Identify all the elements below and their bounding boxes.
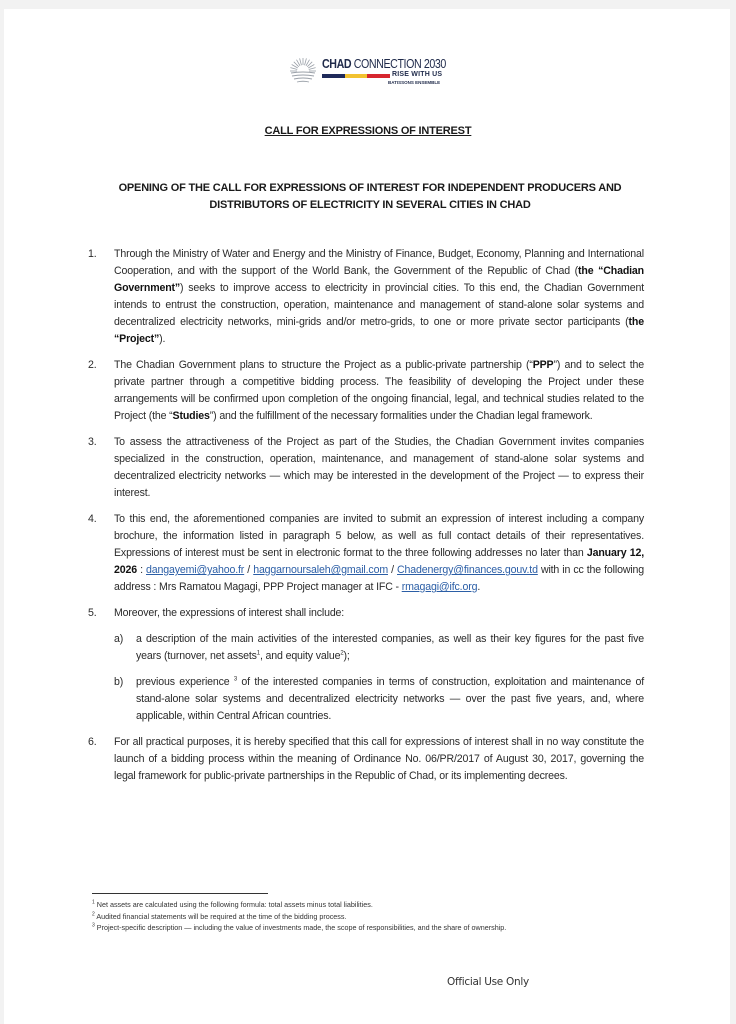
- defined-term: Studies: [172, 410, 210, 422]
- text: The Chadian Government plans to structure the Project as a public-private partnership (“: [114, 359, 533, 371]
- text: Moreover, the expressions of interest shall include:: [114, 607, 345, 619]
- footnote-divider: [92, 893, 268, 894]
- footnotes: [92, 899, 632, 934]
- footnote-3: [92, 922, 632, 934]
- text: To assess the attractiveness of the Project as part of the Studies, the Chadian Government invites companies specialized in the construction, operation, maintenance, and management of stand-alone solar systems and decentralized electricity networks — which may be interested in the development of the Project — to express their interest.: [114, 436, 644, 499]
- email-link-haggarnoursaleh[interactable]: haggarnoursaleh@gmail.com: [253, 564, 388, 576]
- email-link-chadenergy[interactable]: Chadenergy@finances.gouv.td: [397, 564, 538, 576]
- classification-label: Official Use Only: [447, 976, 529, 988]
- footnote-mark: 3: [92, 922, 95, 929]
- text: ).: [159, 333, 166, 345]
- text: :: [136, 564, 146, 576]
- subitem-label: b): [114, 676, 124, 688]
- footnote-ref-3[interactable]: 3: [233, 676, 238, 683]
- text: Through the Ministry of Water and Energy and the Ministry of Finance, Budget, Economy, Planning and International Cooperation, and with the support of the World Bank, the Government of the Republic of Chad (: [114, 248, 644, 277]
- text: with in cc the following address : Mrs Ramatou Magagi, PPP Project manager at IFC -: [114, 564, 645, 593]
- paragraph-number: 1.: [88, 248, 97, 260]
- flag-yellow: [345, 74, 368, 78]
- paragraph-6: [88, 734, 644, 785]
- text: ”) and the fulfillment of the necessary formalities under the Chadian legal framework.: [209, 410, 593, 422]
- footnote-ref-2[interactable]: 2: [340, 650, 344, 657]
- paragraph-number: 2.: [88, 359, 97, 371]
- footnote-mark: 2: [92, 911, 95, 918]
- footnote-text: Audited financial statements will be required at the time of the bidding process.: [94, 911, 347, 921]
- footnote-1: [92, 899, 632, 911]
- text: previous experience: [136, 676, 234, 688]
- flag-stripe: [322, 74, 390, 78]
- paragraph-number: 4.: [88, 513, 97, 525]
- paragraph-number: 5.: [88, 607, 97, 619]
- chad-connection-logo: [288, 54, 458, 90]
- email-link-rmagagi[interactable]: rmagagi@ifc.org: [401, 581, 478, 593]
- text: For all practical purposes, it is hereby specified that this call for expressions of interest shall in no way constitute the launch of a bidding process within the meaning of Ordinance No. 06/PR/2017 of August 30, 2017, governing the legal framework for public-private partnerships in the Republic of Chad, or its implementing decrees.: [114, 736, 644, 782]
- document-body: [88, 246, 644, 794]
- separator: /: [388, 564, 398, 576]
- footnote-text: Net assets are calculated using the following formula: total assets minus total liabilities.: [94, 900, 373, 909]
- paragraph-4: [88, 511, 644, 596]
- paragraph-1: [88, 246, 644, 348]
- text: );: [343, 650, 350, 662]
- footnote-2: [92, 911, 632, 923]
- call-title: CALL FOR EXPRESSIONS OF INTEREST: [264, 125, 472, 137]
- email-link-dangayemi[interactable]: dangayemi@yahoo.fr: [146, 564, 245, 576]
- subitem-a: [114, 631, 644, 665]
- flag-red: [367, 74, 390, 78]
- defined-term: the “Project”: [114, 316, 644, 345]
- main-title: OPENING OF THE CALL FOR EXPRESSIONS OF INTEREST FOR INDEPENDENT PRODUCERS AND DISTRIBUTORS OF ELECTRICITY IN SEVERAL CITIES IN CHAD: [118, 182, 622, 211]
- paragraph-5: [88, 605, 644, 725]
- sun-icon: [288, 56, 318, 86]
- defined-term: the “Chadian Government”: [114, 265, 644, 294]
- paragraph-number: 3.: [88, 436, 97, 448]
- text: .: [477, 581, 481, 593]
- subitem-label: a): [114, 633, 124, 645]
- footnote-ref-1[interactable]: 1: [256, 650, 260, 657]
- brand-name: CHAD CONNECTION 2030: [322, 56, 446, 71]
- text: , and equity value: [259, 650, 341, 662]
- footnote-text: Project-specific description — including the value of investments made, the scope of responsibilities, and the share of ownership.: [94, 923, 507, 932]
- text: ) seeks to improve access to electricity in provincial cities. To this end, the Chadian Government intends to entrust the construction, operation, maintenance and management of stand-alone solar systems and decentralized electricity networks, mini-grids and/or metro-grids, to one or more private sector participants (: [114, 282, 644, 328]
- text: To this end, the aforementioned companies are invited to submit an expression of interest including a company brochure, the information listed in paragraph 5 below, as well as full contact details of their representatives. Expressions of interest must be sent in electronic format to the three following addresses no later than: [114, 513, 644, 559]
- subtagline: BATISSONS ENSEMBLE: [388, 80, 441, 85]
- defined-term: PPP: [532, 359, 554, 371]
- footnote-mark: 1: [92, 899, 95, 906]
- paragraph-2: [88, 357, 644, 425]
- tagline: RISE WITH US: [392, 71, 443, 78]
- flag-blue: [322, 74, 345, 78]
- subitem-b: [114, 674, 644, 725]
- text: of the interested companies in terms of construction, exploitation and maintenance of stand-alone solar systems and decentralized electricity networks — over the past five years, and, where applicable, within Central African countries.: [136, 676, 644, 722]
- paragraph-3: [88, 434, 644, 502]
- text: ”) and to select the private partner through a competitive bidding process. The feasibility of developing the Project under these arrangements will be confirmed upon completion of the ongoing financial, legal, and technical studies related to the Project (the “: [114, 359, 644, 422]
- paragraph-number: 6.: [88, 736, 97, 748]
- text: a description of the main activities of the interested companies, as well as their key figures for the past five years (turnover, net assets: [136, 633, 644, 662]
- deadline-date: January 12, 2026: [114, 547, 644, 576]
- separator: /: [244, 564, 254, 576]
